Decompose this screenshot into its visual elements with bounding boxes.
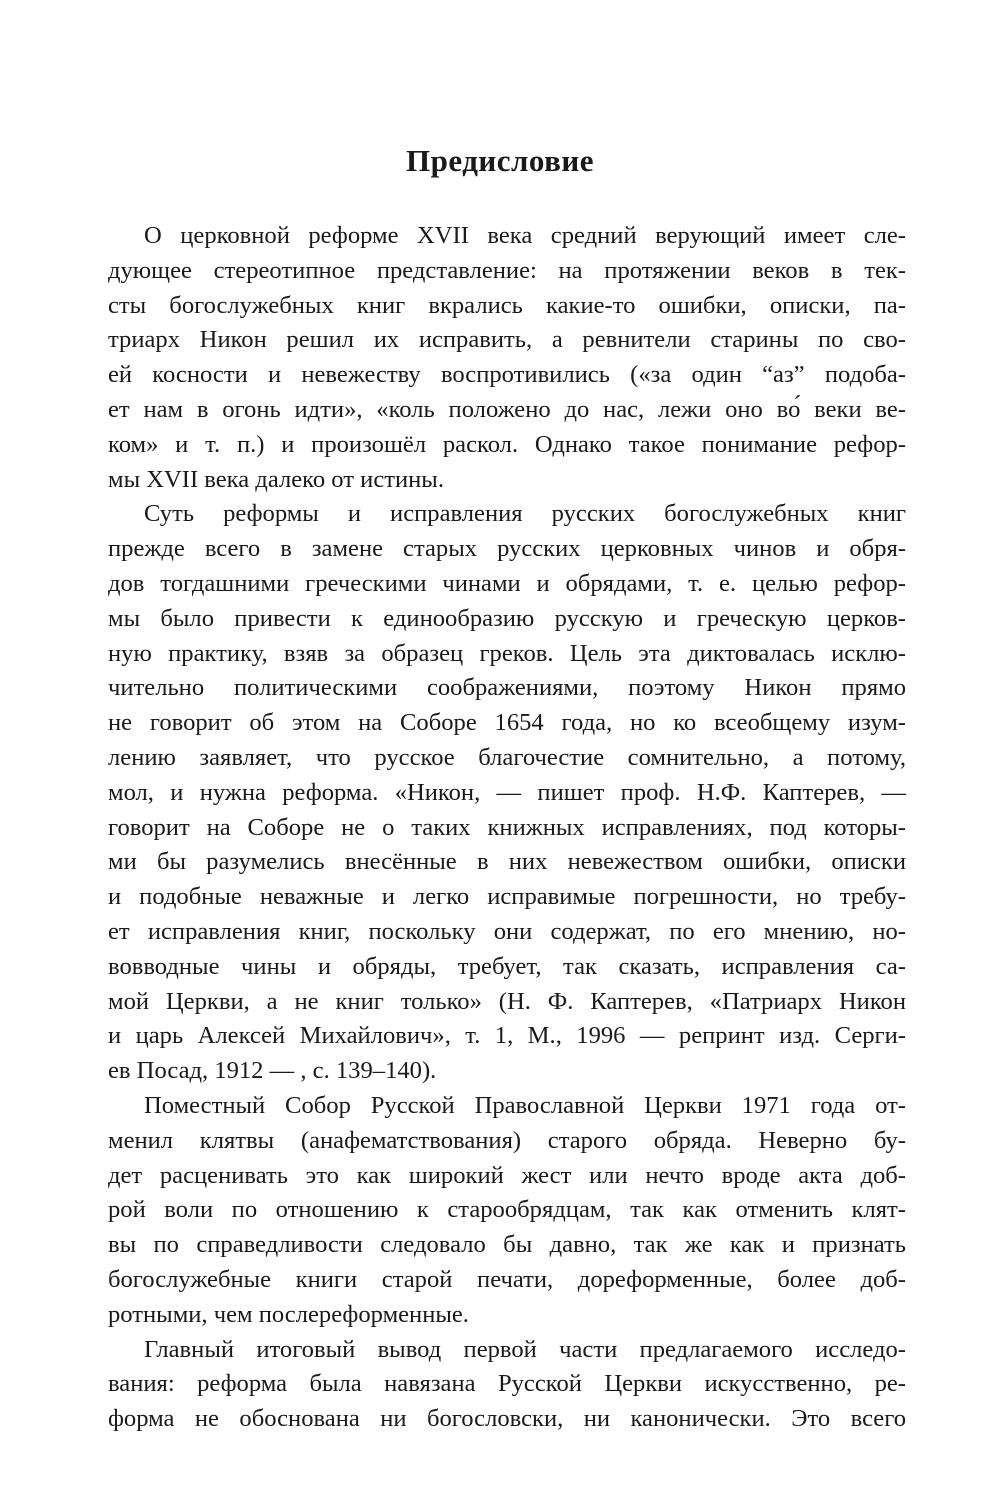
text-line: мол, и нужна реформа. «Никон, — пишет проф. Н.Ф. Каптерев, — (108, 778, 906, 806)
text-line: ев Посад, 1912 — , с. 139–140). (108, 1057, 437, 1085)
text-line: вовводные чины и обряды, требует, так сказать, исправления са- (108, 952, 906, 980)
text-line: ет исправления книг, поскольку они содержат, по его мнению, но- (108, 917, 906, 945)
text-line: О церковной реформе XVII века средний верующий имеет сле- (144, 222, 906, 249)
text-line: вы по справедливости следовало бы давно, так же как и признать (108, 1231, 906, 1259)
text-line: чительно политическими соображениями, поэтому Никон прямо (108, 674, 906, 702)
text-line: мы было привести к единообразию русскую и греческую церков- (108, 604, 906, 632)
text-line: Суть реформы и исправления русских богослужебных книг (144, 500, 906, 528)
text-line: ет нам в огонь идти», «коль положено до нас, лежи оно во́ веки ве- (108, 395, 906, 423)
text-line: дующее стереотипное представление: на протяжении веков в тек- (108, 256, 906, 284)
text-line: и царь Алексей Михайлович», т. 1, М., 1996 — репринт изд. Серги- (108, 1022, 906, 1050)
text-line: менил клятвы (анафематствования) старого обряда. Неверно бу- (108, 1126, 906, 1154)
text-line: рой воли по отношению к старообрядцам, так как отменить клят- (108, 1196, 906, 1224)
text-line: дет расценивать это как широкий жест или нечто вроде акта доб- (108, 1161, 906, 1189)
text-line: и подобные неважные и легко исправимые погрешности, но требу- (108, 883, 906, 911)
text-line: Поместный Собор Русской Православной Церкви 1971 года от- (144, 1091, 906, 1119)
page-title: Предисловие (406, 143, 594, 178)
text-line: форма не обоснована ни богословски, ни канонически. Это всего (108, 1405, 906, 1433)
text-line: Главный итоговый вывод первой части предлагаемого исследо- (144, 1335, 906, 1363)
text-line: вания: реформа была навязана Русской Церкви искусственно, ре- (108, 1370, 906, 1398)
text-line: ми бы разумелись внесённые в них невежеством ошибки, описки (108, 848, 906, 876)
text-line: мой Церкви, а не книг только» (Н. Ф. Каптерев, «Патриарх Никон (108, 987, 906, 1015)
text-line: ком» и т. п.) и произошёл раскол. Однако такое понимание рефор- (108, 430, 906, 458)
text-line: лению заявляет, что русское благочестие сомнительно, а потому, (108, 743, 906, 771)
text-line: богослужебные книги старой печати, дореформенные, более доб- (108, 1265, 906, 1293)
text-line: говорит на Соборе не о таких книжных исправлениях, под которы- (108, 813, 906, 841)
text-line: ную практику, взяв за образец греков. Цель эта диктовалась исклю- (108, 639, 906, 667)
text-line: дов тогдашними греческими чинами и обрядами, т. е. целью рефор- (108, 569, 906, 597)
text-line: прежде всего в замене старых русских церковных чинов и обря- (108, 535, 906, 563)
body-text (108, 219, 906, 1437)
text-line: ротными, чем послереформенные. (108, 1300, 469, 1328)
text-line: триарх Никон решил их исправить, а ревнители старины по сво- (108, 326, 906, 354)
text-line: ей косности и невежеству воспротивились («за один “аз” подоба- (108, 361, 906, 389)
text-line: мы XVII века далеко от истины. (108, 465, 444, 493)
text-line: не говорит об этом на Соборе 1654 года, но ко всеобщему изум- (108, 709, 906, 737)
text-line: сты богослужебных книг вкрались какие-то ошибки, описки, па- (108, 291, 906, 319)
